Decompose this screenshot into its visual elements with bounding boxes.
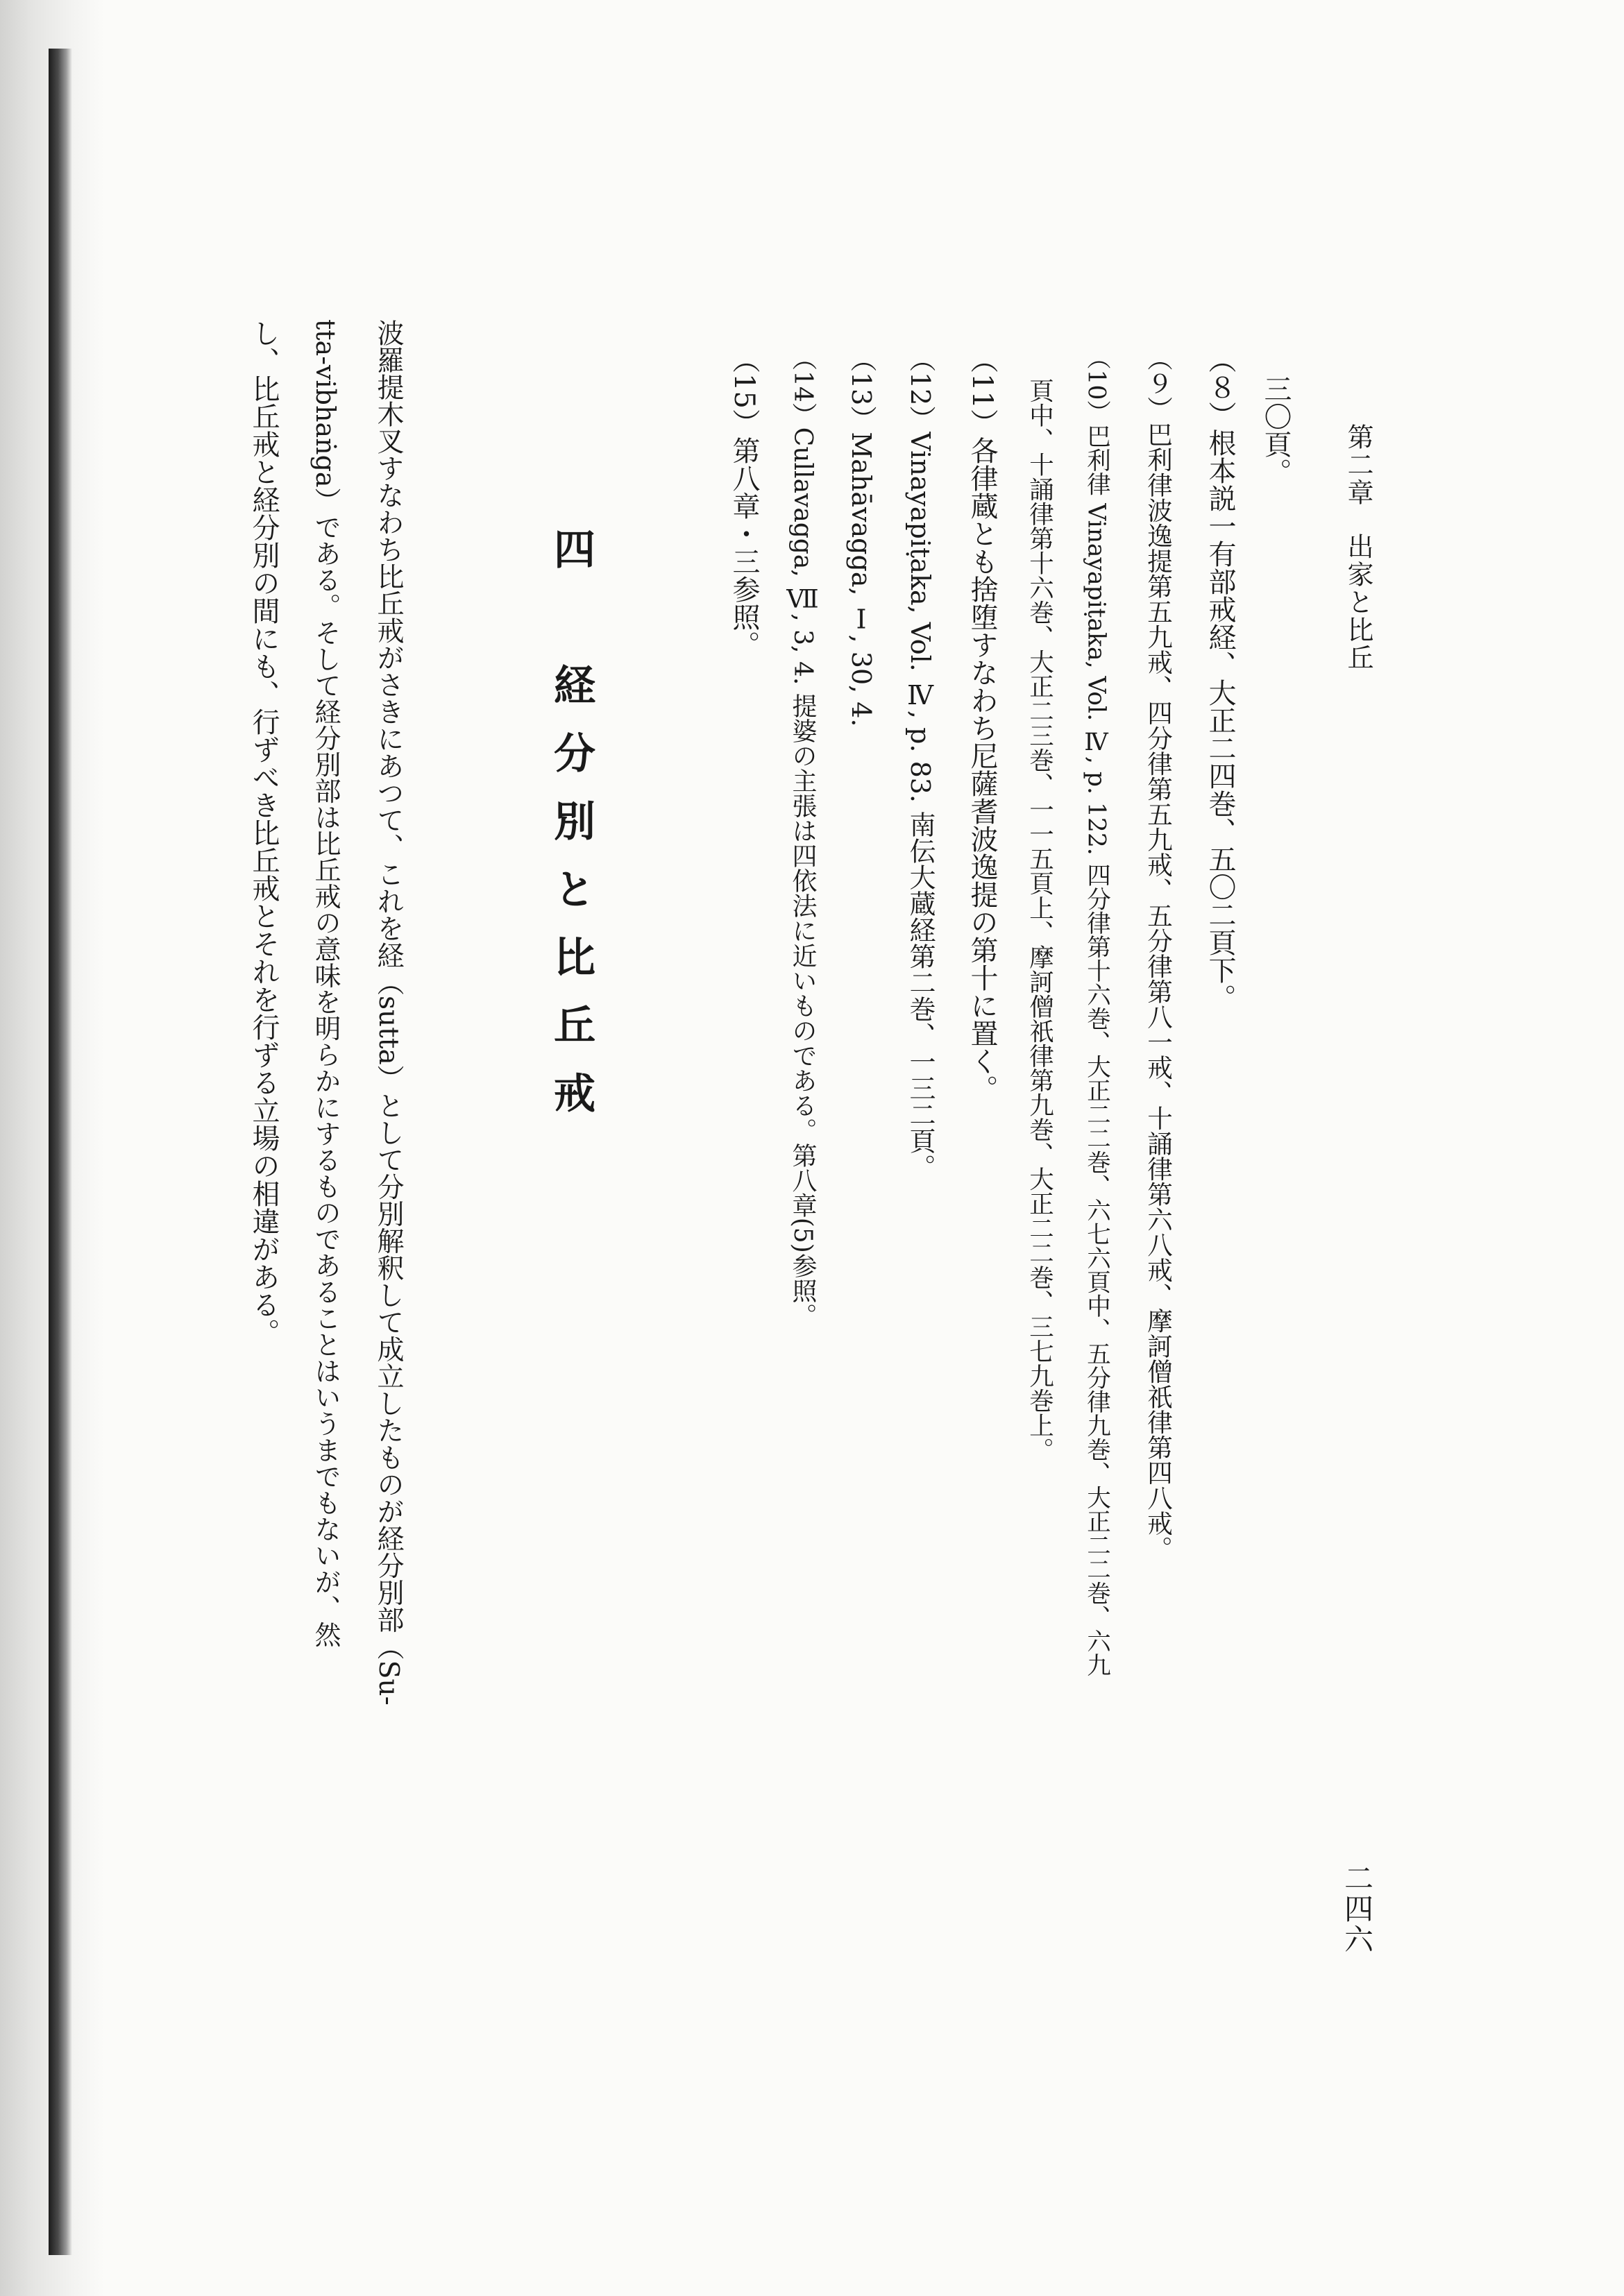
header-chapter: 第二章 — [1343, 423, 1373, 507]
note-15: （15）第八章・三参照。 — [728, 346, 760, 658]
note-8: （８）根本説一有部戒経、大正二四巻、五〇二頁下。 — [1204, 346, 1236, 1012]
note-10-line-1: （10）巴利律 Vinayapiṭaka, Vol. Ⅳ, p. 122. 四分律第十六巻、大正二二巻、六七六頁中、五分律九巻、大正二二巻、六九 — [1082, 346, 1110, 1677]
note-14: （14）Cullavagga, Ⅶ, 3, 4. 提婆の主張は四依法に近いものである。第八章(5)参照。 — [788, 346, 817, 1328]
note-12: （12）Vinayapiṭaka, Vol. Ⅳ, p. 83. 南伝大蔵経第二巻、一三二頁。 — [905, 346, 936, 1181]
body-line-1: 波羅提木叉すなわち比丘戒がさきにあつて、これを経（sutta）として分別解釈して成立したものが経分別部（Su- — [373, 319, 404, 1706]
header-title: 出家と比丘 — [1343, 533, 1373, 672]
scan-binding-edge — [49, 49, 72, 2255]
note-13: （13）Mahāvagga, Ⅰ, 30, 4. — [846, 346, 877, 727]
running-header — [1339, 423, 1378, 672]
body-line-3: し、比丘戒と経分別の間にも、行ずべき比丘戒とそれを行ずる立場の相違がある。 — [248, 319, 280, 1346]
note-11: （11）各律蔵とも捨堕すなわち尼薩耆波逸提の第十に置く。 — [966, 346, 998, 1103]
note-continuation: 三〇頁。 — [1260, 375, 1292, 486]
note-10-line-2: 頁中、十誦律第十六巻、大正二三巻、一一五頁上、摩訶僧祇律第九巻、大正二二巻、三七九巻上。 — [1025, 378, 1054, 1462]
body-line-2: tta-vibhaṅga）である。そして経分別部は比丘戒の意味を明らかにするものであることはいうまでもないが、然 — [310, 319, 341, 1648]
note-9: （９）巴利律波逸提第五九戒、四分律第五九戒、五分律第八一戒、十誦律第六八戒、摩訶僧祇律第四八戒。 — [1143, 346, 1174, 1561]
section-heading: 四 経分別と比丘戒 — [547, 527, 595, 1139]
page-number: 二四六 — [1340, 1863, 1374, 1955]
